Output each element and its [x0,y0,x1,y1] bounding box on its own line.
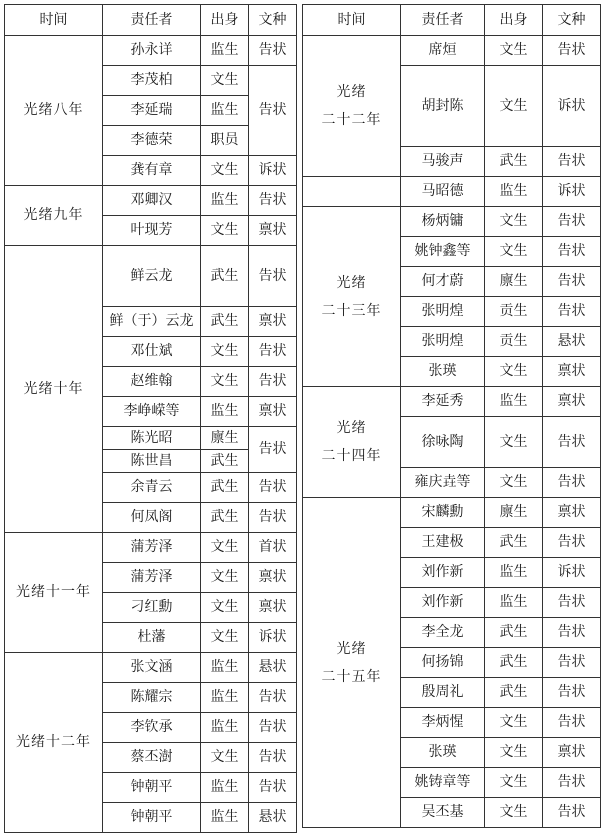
genre-cell: 告状 [543,708,601,738]
genre-cell: 告状 [543,237,601,267]
origin-cell: 武生 [201,307,249,337]
table-row [303,36,601,66]
origin-cell: 文生 [485,768,543,798]
genre-cell: 禀状 [543,738,601,768]
origin-cell: 文生 [201,66,249,96]
person-cell: 殷周礼 [401,678,485,708]
genre-cell: 告状 [249,246,297,307]
header-origin: 出身 [201,5,249,36]
origin-cell: 文生 [201,337,249,367]
genre-cell: 告状 [249,773,297,803]
table-row [5,533,297,563]
table-row [303,207,601,237]
person-cell: 李全龙 [401,618,485,648]
person-cell: 席烜 [401,36,485,66]
origin-cell: 监生 [485,558,543,588]
genre-cell: 告状 [249,427,297,473]
origin-cell: 监生 [201,803,249,833]
origin-cell: 贡生 [485,297,543,327]
origin-cell: 监生 [201,713,249,743]
genre-cell: 告状 [249,503,297,533]
person-cell: 孙永详 [103,36,201,66]
origin-cell: 文生 [201,593,249,623]
person-cell: 杜藩 [103,623,201,653]
period-line2: 二十四年 [321,448,382,464]
origin-cell: 监生 [201,653,249,683]
origin-cell: 文生 [485,798,543,828]
table-row [303,387,601,417]
origin-cell: 监生 [201,683,249,713]
period-cell: 光绪九年 [5,186,103,246]
header-row [5,5,297,36]
genre-cell: 告状 [543,588,601,618]
origin-cell: 文生 [485,417,543,468]
origin-cell: 监生 [485,177,543,207]
table-row [5,246,297,307]
origin-cell: 文生 [485,357,543,387]
genre-cell: 告状 [543,468,601,498]
genre-cell: 禀状 [249,593,297,623]
header-person: 责任者 [103,5,201,36]
genre-cell: 告状 [249,367,297,397]
person-cell: 王建极 [401,528,485,558]
origin-cell: 文生 [485,468,543,498]
period-line2: 二十三年 [321,302,382,319]
origin-cell: 文生 [485,36,543,66]
genre-cell: 诉状 [543,558,601,588]
person-cell: 马昭德 [401,177,485,207]
person-cell: 余青云 [103,473,201,503]
origin-cell: 文生 [485,708,543,738]
period-cell: 光绪十二年 [5,653,103,833]
person-cell: 张瑛 [401,738,485,768]
origin-cell: 监生 [201,773,249,803]
person-cell: 马骏声 [401,147,485,177]
person-cell: 杨炳镛 [401,207,485,237]
origin-cell: 监生 [201,397,249,427]
origin-cell: 职员 [201,126,249,156]
genre-cell: 告状 [543,297,601,327]
genre-cell: 告状 [543,36,601,66]
left-table [4,4,297,833]
person-cell: 宋麟勳 [401,498,485,528]
person-cell: 蔡丕澍 [103,743,201,773]
genre-cell: 告状 [543,768,601,798]
genre-cell: 禀状 [249,216,297,246]
person-cell: 刘作新 [401,558,485,588]
person-cell: 鲜云龙 [103,246,201,307]
genre-cell: 告状 [249,36,297,66]
genre-cell: 告状 [543,267,601,297]
origin-cell: 廪生 [485,267,543,297]
origin-cell: 文生 [485,237,543,267]
table-row [5,36,297,66]
person-cell: 钟朝平 [103,803,201,833]
origin-cell: 文生 [201,743,249,773]
period-cell: 光绪十一年 [5,533,103,653]
origin-cell: 文生 [485,738,543,768]
origin-cell: 武生 [201,246,249,307]
origin-cell: 文生 [201,533,249,563]
period-line2: 二十二年 [321,112,382,128]
origin-cell: 文生 [201,623,249,653]
genre-cell: 诉状 [249,623,297,653]
person-cell: 李炳惺 [401,708,485,738]
genre-cell: 告状 [543,678,601,708]
person-cell: 李延瑞 [103,96,201,126]
period-cell [303,498,401,828]
person-cell: 蒲芳泽 [103,563,201,593]
period-cell [303,207,401,387]
genre-cell: 告状 [543,147,601,177]
origin-cell: 武生 [485,648,543,678]
genre-cell: 告状 [249,683,297,713]
genre-cell: 告状 [249,66,297,156]
header-genre: 文种 [249,5,297,36]
origin-cell: 监生 [201,36,249,66]
table-row [5,653,297,683]
table-row [303,498,601,528]
person-cell: 张明煌 [401,297,485,327]
genre-cell: 悬状 [543,327,601,357]
genre-cell: 告状 [543,417,601,468]
genre-cell: 禀状 [543,357,601,387]
person-cell: 李延秀 [401,387,485,417]
person-cell: 张瑛 [401,357,485,387]
person-cell: 邓卿汉 [103,186,201,216]
origin-cell: 武生 [485,147,543,177]
header-time: 时间 [303,5,401,36]
person-cell: 李德荣 [103,126,201,156]
origin-cell: 文生 [485,66,543,147]
person-cell: 张文涵 [103,653,201,683]
person-cell: 何才蔚 [401,267,485,297]
period-line2: 二十五年 [321,668,382,685]
person-cell: 何扬锦 [401,648,485,678]
origin-cell: 文生 [201,367,249,397]
header-row [303,5,601,36]
person-cell: 刘作新 [401,588,485,618]
period-line1: 光绪 [336,274,367,291]
origin-cell: 廪生 [201,427,249,450]
genre-cell: 告状 [543,207,601,237]
person-cell: 吴丕基 [401,798,485,828]
origin-cell: 武生 [485,618,543,648]
person-cell: 蒲芳泽 [103,533,201,563]
origin-cell: 文生 [201,216,249,246]
person-cell: 邓仕斌 [103,337,201,367]
genre-cell: 禀状 [249,307,297,337]
person-cell: 赵维翰 [103,367,201,397]
person-cell: 陈耀宗 [103,683,201,713]
period-line1: 光绪 [336,420,367,436]
period-cell: 光绪十年 [5,246,103,533]
origin-cell: 廪生 [485,498,543,528]
person-cell: 李钦承 [103,713,201,743]
person-cell: 龚有章 [103,156,201,186]
period-cell [303,387,401,498]
genre-cell: 告状 [249,743,297,773]
genre-cell: 告状 [543,618,601,648]
origin-cell: 武生 [201,473,249,503]
header-time: 时间 [5,5,103,36]
genre-cell: 禀状 [543,387,601,417]
genre-cell: 禀状 [249,397,297,427]
table-row [303,177,601,207]
genre-cell: 告状 [249,186,297,216]
person-cell: 胡封陈 [401,66,485,147]
genre-cell: 告状 [249,713,297,743]
person-cell: 何凤阁 [103,503,201,533]
right-table [302,4,601,828]
person-cell: 徐咏陶 [401,417,485,468]
origin-cell: 武生 [201,450,249,473]
origin-cell: 武生 [201,503,249,533]
person-cell: 鲜（于）云龙 [103,307,201,337]
genre-cell: 禀状 [543,498,601,528]
person-cell: 雍庆垚等 [401,468,485,498]
genre-cell: 诉状 [543,177,601,207]
origin-cell: 武生 [485,528,543,558]
genre-cell: 告状 [249,473,297,503]
origin-cell: 文生 [201,563,249,593]
person-cell: 姚铸章等 [401,768,485,798]
person-cell: 刁红勳 [103,593,201,623]
genre-cell: 告状 [249,337,297,367]
person-cell: 张明煌 [401,327,485,357]
origin-cell: 监生 [485,387,543,417]
period-cell [303,36,401,177]
person-cell: 李峥嵘等 [103,397,201,427]
genre-cell: 悬状 [249,803,297,833]
person-cell: 钟朝平 [103,773,201,803]
origin-cell: 文生 [201,156,249,186]
person-cell: 姚钟鑫等 [401,237,485,267]
person-cell: 陈世昌 [103,450,201,473]
origin-cell: 文生 [485,207,543,237]
period-cell-blank [303,177,401,207]
genre-cell: 告状 [543,648,601,678]
header-person: 责任者 [401,5,485,36]
genre-cell: 悬状 [249,653,297,683]
header-origin: 出身 [485,5,543,36]
header-genre: 文种 [543,5,601,36]
origin-cell: 武生 [485,678,543,708]
genre-cell: 首状 [249,533,297,563]
person-cell: 陈光昭 [103,427,201,450]
origin-cell: 监生 [485,588,543,618]
origin-cell: 监生 [201,96,249,126]
genre-cell: 告状 [543,798,601,828]
genre-cell: 诉状 [543,66,601,147]
table-row [5,186,297,216]
genre-cell: 诉状 [249,156,297,186]
period-cell: 光绪八年 [5,36,103,186]
origin-cell: 监生 [201,186,249,216]
period-line1: 光绪 [336,640,367,657]
period-line1: 光绪 [336,84,367,100]
person-cell: 李茂柏 [103,66,201,96]
origin-cell: 贡生 [485,327,543,357]
genre-cell: 禀状 [249,563,297,593]
genre-cell: 告状 [543,528,601,558]
person-cell: 叶现芳 [103,216,201,246]
